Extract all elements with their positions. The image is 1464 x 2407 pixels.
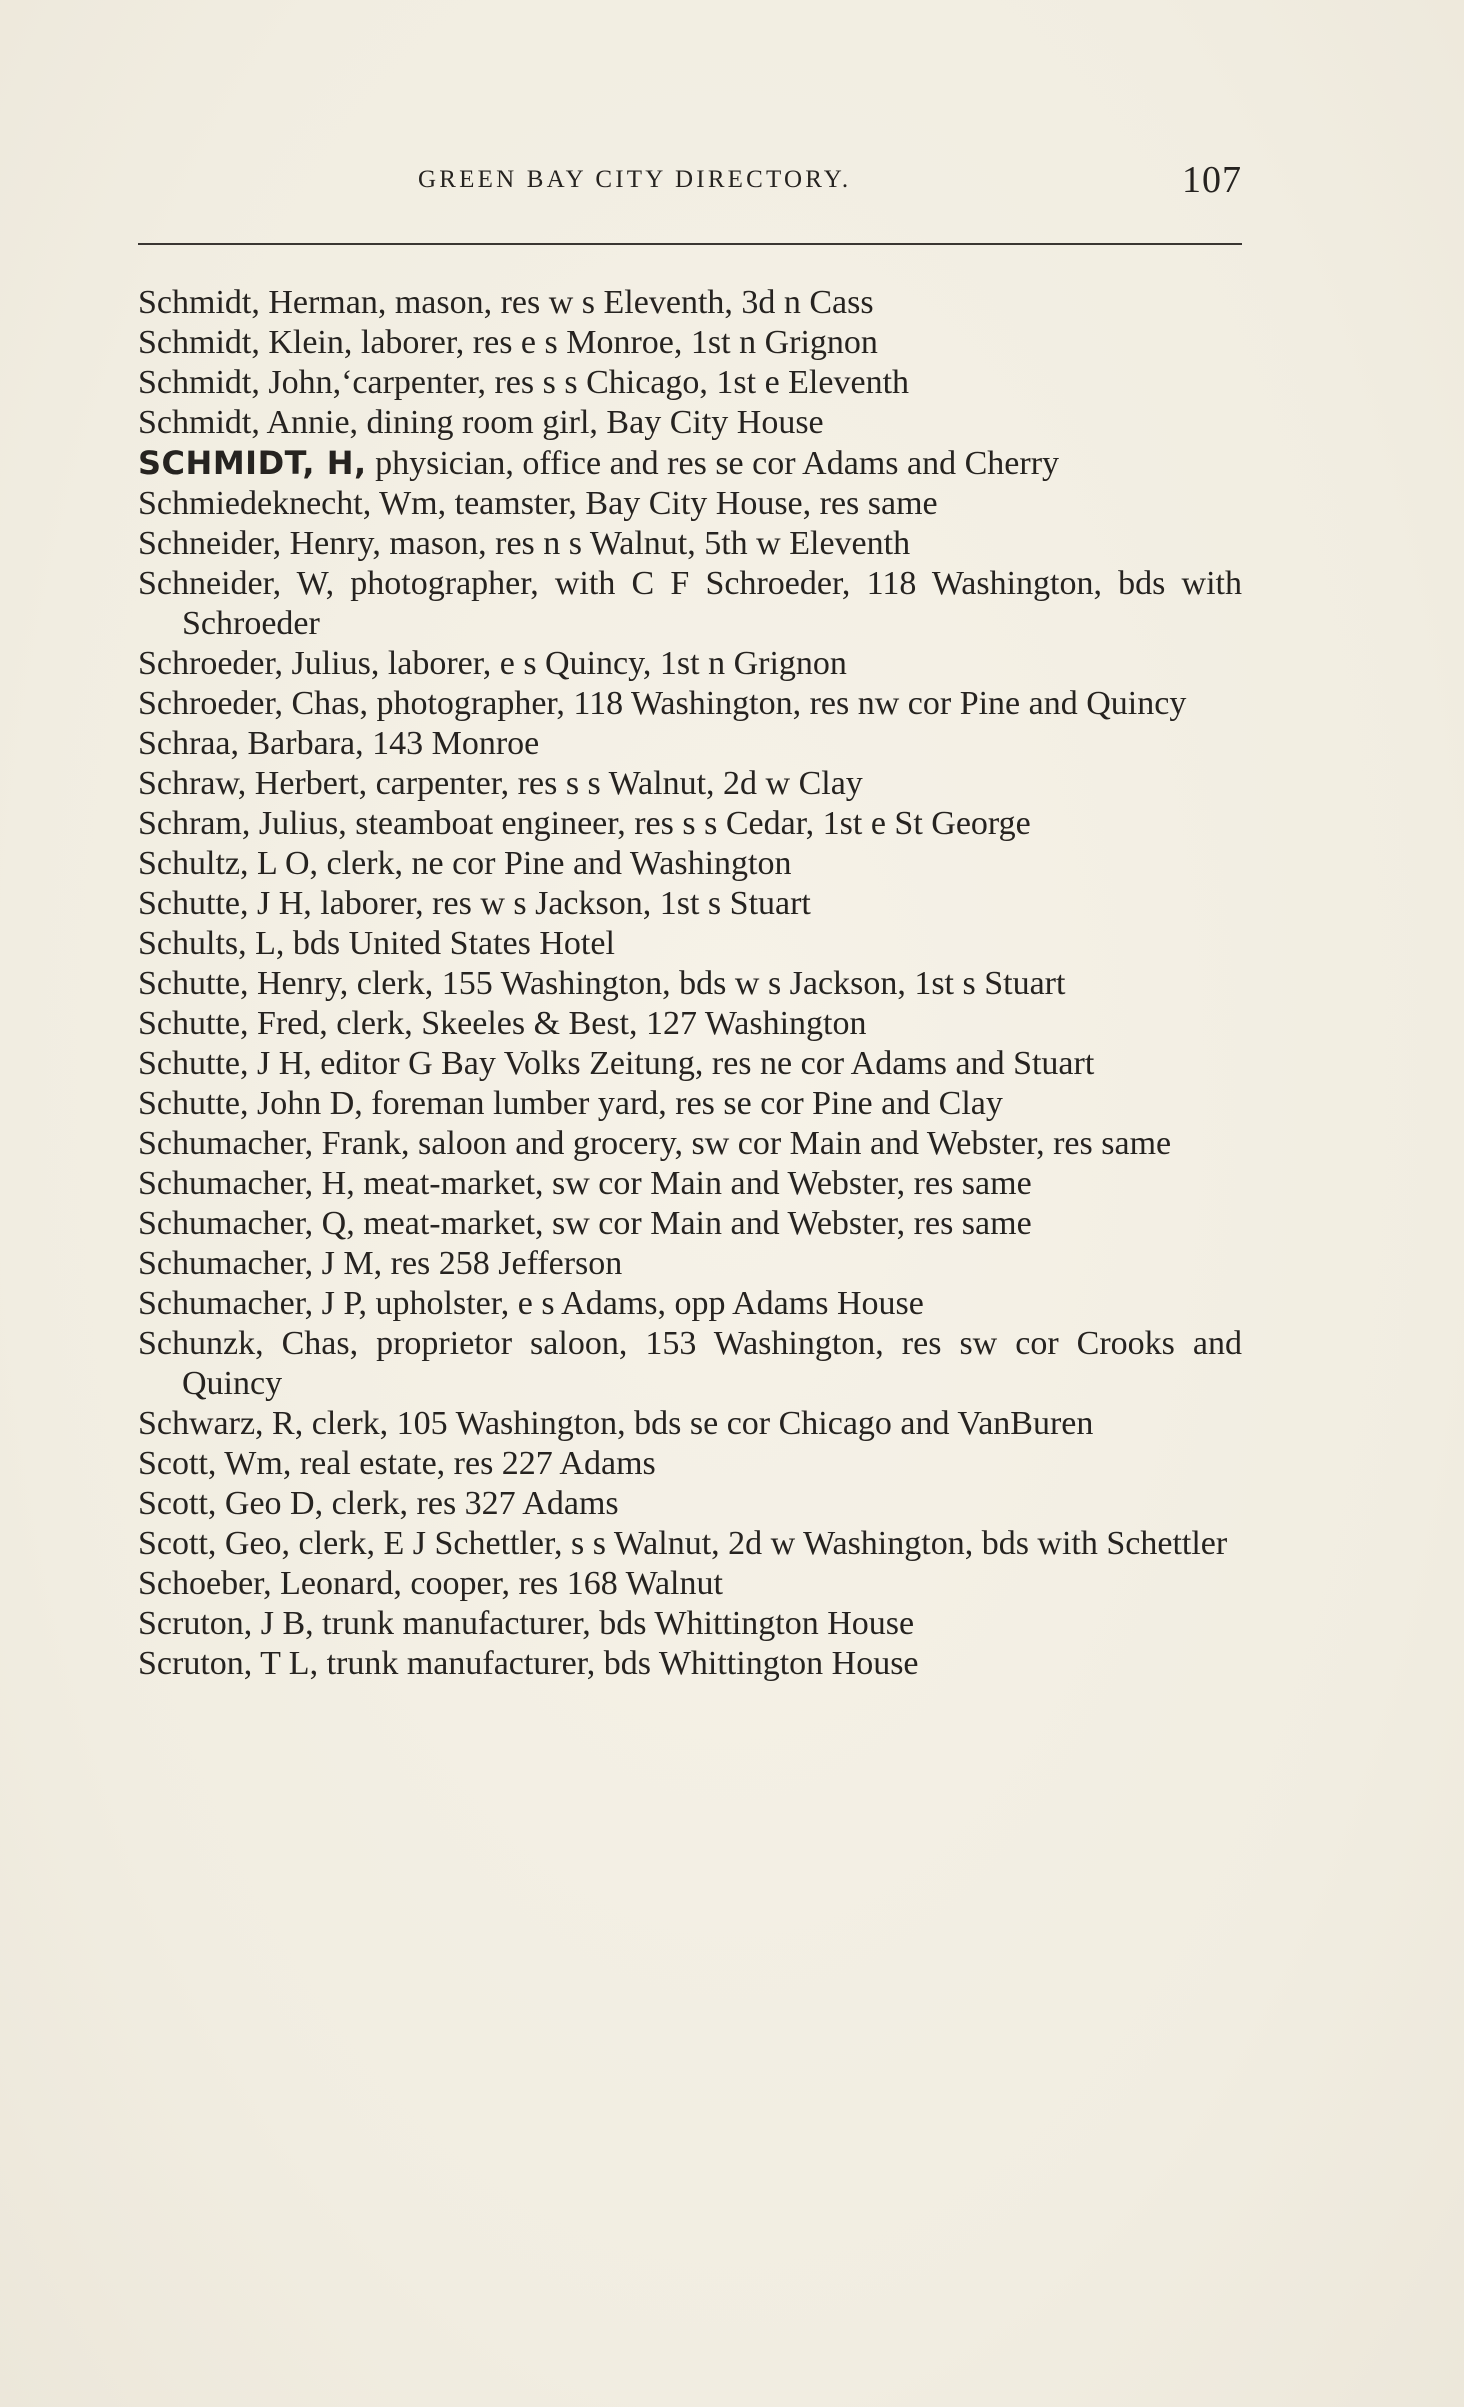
directory-entry bbox=[138, 1044, 1242, 1084]
directory-entry bbox=[138, 1204, 1242, 1244]
directory-entry bbox=[138, 964, 1242, 1004]
entry-text: Scruton, T L, trunk manufacturer, bds Whittington House bbox=[138, 1645, 919, 1682]
entry-text: Schultz, L O, clerk, ne cor Pine and Washington bbox=[138, 845, 792, 882]
directory-entry bbox=[138, 1084, 1242, 1124]
directory-entries bbox=[138, 283, 1242, 1684]
entry-text: Schmidt, Herman, mason, res w s Eleventh, 3d n Cass bbox=[138, 284, 874, 321]
directory-entry bbox=[138, 1644, 1242, 1684]
directory-entry bbox=[138, 1164, 1242, 1204]
directory-entry bbox=[138, 1564, 1242, 1604]
page-header bbox=[138, 159, 1242, 206]
directory-entry bbox=[138, 443, 1242, 484]
entry-text: Schoeber, Leonard, cooper, res 168 Walnut bbox=[138, 1565, 723, 1602]
entry-text: Schmidt, Annie, dining room girl, Bay City House bbox=[138, 404, 824, 441]
directory-entry bbox=[138, 1524, 1242, 1564]
entry-text: Schmiedeknecht, Wm, teamster, Bay City House, res same bbox=[138, 485, 938, 522]
page-number: 107 bbox=[1182, 159, 1242, 201]
entry-text: Schraa, Barbara, 143 Monroe bbox=[138, 725, 540, 762]
entry-text: Schumacher, H, meat-market, sw cor Main and Webster, res same bbox=[138, 1165, 1032, 1202]
directory-entry bbox=[138, 844, 1242, 884]
directory-entry bbox=[138, 1324, 1242, 1404]
entry-text: Schumacher, J P, upholster, e s Adams, opp Adams House bbox=[138, 1285, 924, 1322]
directory-entry bbox=[138, 1604, 1242, 1644]
entry-text: Schutte, J H, editor G Bay Volks Zeitung, res ne cor Adams and Stuart bbox=[138, 1045, 1095, 1082]
entry-text: Schults, L, bds United States Hotel bbox=[138, 925, 615, 962]
entry-text: Schunzk, Chas, proprietor saloon, 153 Washington, res sw cor Crooks and Quincy bbox=[138, 1325, 1242, 1402]
directory-entry bbox=[138, 403, 1242, 443]
entry-text: Schneider, Henry, mason, res n s Walnut, 5th w Eleventh bbox=[138, 525, 911, 562]
entry-text: Schutte, Fred, clerk, Skeeles & Best, 127 Washington bbox=[138, 1005, 867, 1042]
directory-entry bbox=[138, 1004, 1242, 1044]
entry-text: Schutte, J H, laborer, res w s Jackson, 1st s Stuart bbox=[138, 885, 811, 922]
entry-name-bold: SCHMIDT, H, bbox=[138, 444, 367, 482]
entry-text: Scruton, J B, trunk manufacturer, bds Whittington House bbox=[138, 1605, 915, 1642]
entry-text: Schroeder, Chas, photographer, 118 Washington, res nw cor Pine and Quincy bbox=[138, 685, 1187, 722]
entry-text: Schram, Julius, steamboat engineer, res s s Cedar, 1st e St George bbox=[138, 805, 1031, 842]
directory-entry bbox=[138, 724, 1242, 764]
directory-entry bbox=[138, 564, 1242, 644]
entry-text: Schmidt, Klein, laborer, res e s Monroe, 1st n Grignon bbox=[138, 324, 878, 361]
entry-text: Schumacher, J M, res 258 Jefferson bbox=[138, 1245, 623, 1282]
directory-entry bbox=[138, 764, 1242, 804]
directory-entry bbox=[138, 363, 1242, 403]
entry-text: Schumacher, Frank, saloon and grocery, sw cor Main and Webster, res same bbox=[138, 1125, 1172, 1162]
directory-entry bbox=[138, 283, 1242, 323]
directory-entry bbox=[138, 924, 1242, 964]
directory-entry bbox=[138, 1284, 1242, 1324]
header-rule bbox=[138, 243, 1242, 245]
entry-text: Scott, Geo, clerk, E J Schettler, s s Walnut, 2d w Washington, bds with Schettler bbox=[138, 1525, 1228, 1562]
entry-text: Schraw, Herbert, carpenter, res s s Walnut, 2d w Clay bbox=[138, 765, 863, 802]
entry-text: physician, office and res se cor Adams and Cherry bbox=[366, 445, 1060, 482]
entry-text: Schroeder, Julius, laborer, e s Quincy, 1st n Grignon bbox=[138, 645, 847, 682]
directory-entry bbox=[138, 684, 1242, 724]
directory-entry bbox=[138, 884, 1242, 924]
directory-entry bbox=[138, 524, 1242, 564]
entry-text: Schmidt, John,‘carpenter, res s s Chicago, 1st e Eleventh bbox=[138, 364, 910, 401]
entry-text: Schutte, John D, foreman lumber yard, res se cor Pine and Clay bbox=[138, 1085, 1003, 1122]
directory-entry bbox=[138, 1244, 1242, 1284]
directory-entry bbox=[138, 484, 1242, 524]
entry-text: Scott, Wm, real estate, res 227 Adams bbox=[138, 1445, 656, 1482]
directory-entry bbox=[138, 1444, 1242, 1484]
directory-entry bbox=[138, 1404, 1242, 1444]
directory-entry bbox=[138, 1124, 1242, 1164]
directory-entry bbox=[138, 804, 1242, 844]
entry-text: Schneider, W, photographer, with C F Schroeder, 118 Washington, bds with Schroeder bbox=[138, 565, 1242, 642]
directory-entry bbox=[138, 323, 1242, 363]
entry-text: Scott, Geo D, clerk, res 327 Adams bbox=[138, 1485, 619, 1522]
directory-entry bbox=[138, 644, 1242, 684]
entry-text: Schumacher, Q, meat-market, sw cor Main and Webster, res same bbox=[138, 1205, 1032, 1242]
entry-text: Schutte, Henry, clerk, 155 Washington, bds w s Jackson, 1st s Stuart bbox=[138, 965, 1066, 1002]
directory-entry bbox=[138, 1484, 1242, 1524]
entry-text: Schwarz, R, clerk, 105 Washington, bds se cor Chicago and VanBuren bbox=[138, 1405, 1094, 1442]
running-head: GREEN BAY CITY DIRECTORY. bbox=[418, 166, 852, 193]
